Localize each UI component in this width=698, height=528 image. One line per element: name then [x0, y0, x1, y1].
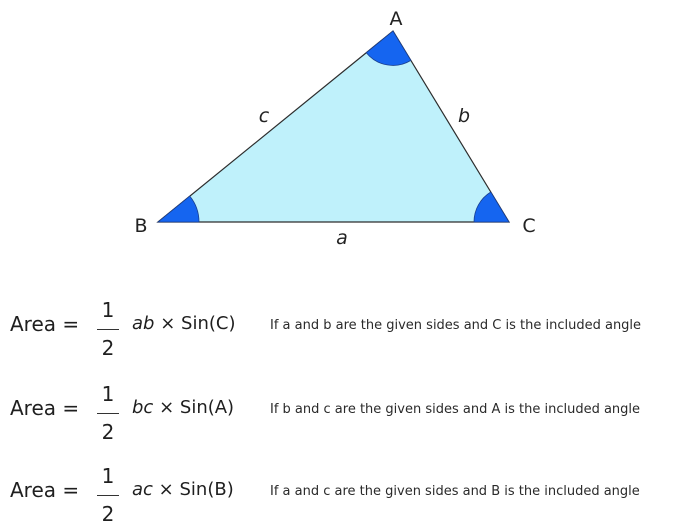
- times-symbol: ×: [160, 313, 176, 334]
- formula-variables: ab: [132, 313, 155, 334]
- fraction-numerator: 1: [101, 298, 115, 322]
- fraction-denominator: 2: [101, 420, 115, 444]
- formula-note: If b and c are the given sides and A is the included angle: [270, 402, 641, 417]
- triangle-shape: [158, 31, 509, 222]
- fraction-denominator: 2: [101, 336, 115, 360]
- fraction-one-half: [96, 298, 120, 362]
- fraction-bar: [97, 413, 119, 414]
- area-label: Area =: [10, 478, 80, 502]
- fraction-one-half: [96, 464, 120, 528]
- vertex-label-a: A: [389, 8, 403, 30]
- formula-variables: ac: [132, 479, 153, 500]
- side-label-a: a: [336, 227, 348, 249]
- fraction-bar: [97, 495, 119, 496]
- fraction-numerator: 1: [101, 382, 115, 406]
- formula-expression: [132, 479, 234, 500]
- vertex-label-b: B: [134, 215, 148, 237]
- vertex-label-c: C: [522, 215, 536, 237]
- area-label: Area =: [10, 396, 80, 420]
- formula-row-a: [0, 382, 698, 446]
- sine-function: Sin(A): [179, 397, 235, 418]
- formula-note: If a and c are the given sides and B is the included angle: [270, 484, 640, 499]
- angle-marker-b: [158, 196, 199, 222]
- fraction-bar: [97, 329, 119, 330]
- formula-expression: [132, 397, 234, 418]
- fraction-numerator: 1: [101, 464, 115, 488]
- side-label-c: c: [258, 105, 270, 127]
- fraction-denominator: 2: [101, 502, 115, 526]
- times-symbol: ×: [158, 479, 174, 500]
- side-label-b: b: [457, 105, 471, 127]
- sine-function: Sin(C): [181, 313, 236, 334]
- times-symbol: ×: [159, 397, 175, 418]
- triangle-diagram: [0, 0, 698, 260]
- formula-row-c: [0, 298, 698, 362]
- fraction-one-half: [96, 382, 120, 446]
- formula-row-b: [0, 464, 698, 528]
- formula-expression: [132, 313, 235, 334]
- formula-note: If a and b are the given sides and C is the included angle: [270, 318, 642, 333]
- sine-function: Sin(B): [179, 479, 234, 500]
- area-label: Area =: [10, 312, 80, 336]
- formula-variables: bc: [132, 397, 154, 418]
